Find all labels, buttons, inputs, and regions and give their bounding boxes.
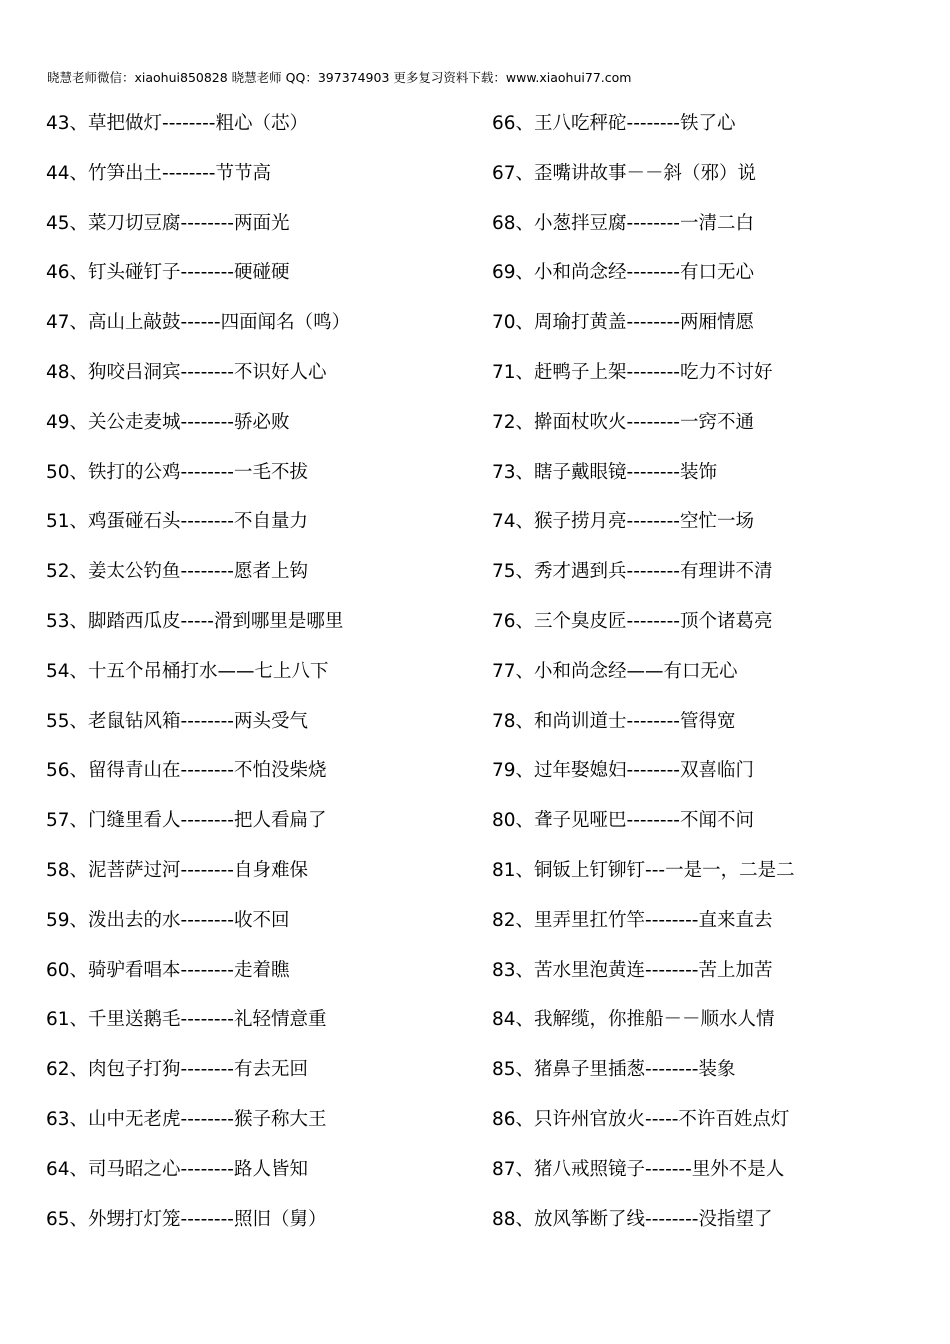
list-item: 82、里弄里扛竹竿--------直来直去 bbox=[492, 909, 773, 931]
list-item: 84、我解缆，你推船－－顺水人情 bbox=[492, 1009, 775, 1031]
list-item: 72、擀面杖吹火--------一窍不通 bbox=[492, 411, 754, 433]
list-item: 59、泼出去的水--------收不回 bbox=[46, 909, 290, 931]
list-item: 61、千里送鹅毛--------礼轻情意重 bbox=[46, 1009, 327, 1031]
list-item: 53、脚踏西瓜皮-----滑到哪里是哪里 bbox=[46, 610, 344, 632]
list-item: 56、留得青山在--------不怕没柴烧 bbox=[46, 760, 327, 782]
list-item: 69、小和尚念经--------有口无心 bbox=[492, 262, 754, 284]
list-item: 55、老鼠钻风箱--------两头受气 bbox=[46, 710, 308, 732]
list-item: 43、草把做灯--------粗心（芯） bbox=[46, 113, 308, 134]
list-item: 66、王八吃秤砣--------铁了心 bbox=[492, 113, 736, 134]
list-item: 54、十五个吊桶打水——七上八下 bbox=[46, 660, 329, 682]
list-item: 60、骑驴看唱本--------走着瞧 bbox=[46, 959, 290, 981]
list-item: 45、菜刀切豆腐--------两面光 bbox=[46, 212, 290, 234]
list-item: 67、歪嘴讲故事－－斜（邪）说 bbox=[492, 162, 757, 184]
list-item: 62、肉包子打狗--------有去无回 bbox=[46, 1059, 308, 1081]
right-column bbox=[492, 110, 932, 1255]
list-item: 80、聋子见哑巴--------不闻不问 bbox=[492, 810, 754, 832]
list-item: 58、泥菩萨过河--------自身难保 bbox=[46, 859, 308, 881]
list-item: 71、赶鸭子上架--------吃力不讨好 bbox=[492, 361, 773, 383]
list-item: 52、姜太公钓鱼--------愿者上钩 bbox=[46, 561, 308, 583]
list-item: 65、外甥打灯笼--------照旧（舅） bbox=[46, 1208, 327, 1230]
left-column bbox=[46, 110, 476, 1255]
list-item: 57、门缝里看人--------把人看扁了 bbox=[46, 810, 327, 832]
list-item: 88、放风筝断了线--------没指望了 bbox=[492, 1208, 773, 1230]
list-item: 70、周瑜打黄盖--------两厢情愿 bbox=[492, 312, 754, 334]
list-item: 81、铜钣上钉铆钉---一是一，二是二 bbox=[492, 859, 795, 881]
list-item: 48、狗咬吕洞宾--------不识好人心 bbox=[46, 361, 327, 383]
list-item: 74、猴子捞月亮--------空忙一场 bbox=[492, 511, 754, 533]
list-item: 76、三个臭皮匠--------顶个诸葛亮 bbox=[492, 610, 773, 632]
list-item: 78、和尚训道士--------管得宽 bbox=[492, 710, 736, 732]
list-item: 68、小葱拌豆腐--------一清二白 bbox=[492, 212, 754, 234]
list-item: 86、只许州官放火-----不许百姓点灯 bbox=[492, 1108, 790, 1130]
list-item: 50、铁打的公鸡--------一毛不拔 bbox=[46, 461, 308, 483]
list-item: 73、瞎子戴眼镜--------装饰 bbox=[492, 461, 717, 483]
list-item: 64、司马昭之心--------路人皆知 bbox=[46, 1158, 308, 1180]
list-item: 85、猪鼻子里插葱--------装象 bbox=[492, 1059, 736, 1081]
list-item: 83、苦水里泡黄连--------苦上加苦 bbox=[492, 959, 773, 981]
page-header: 晓慧老师微信：xiaohui850828 晓慧老师 QQ：397374903 更多复习资料下载：www.xiaohui77.com bbox=[47, 70, 632, 85]
list-item: 79、过年娶媳妇--------双喜临门 bbox=[492, 760, 754, 782]
list-item: 44、竹笋出土--------节节高 bbox=[46, 162, 271, 184]
list-item: 75、秀才遇到兵--------有理讲不清 bbox=[492, 561, 773, 583]
list-item: 51、鸡蛋碰石头--------不自量力 bbox=[46, 511, 308, 533]
list-item: 63、山中无老虎--------猴子称大王 bbox=[46, 1108, 327, 1130]
list-item: 77、小和尚念经——有口无心 bbox=[492, 660, 738, 682]
list-item: 46、钉头碰钉子--------硬碰硬 bbox=[46, 262, 290, 284]
list-item: 87、猪八戒照镜子-------里外不是人 bbox=[492, 1158, 785, 1180]
list-item: 49、关公走麦城--------骄必败 bbox=[46, 411, 290, 433]
list-item: 47、高山上敲鼓------四面闻名（鸣） bbox=[46, 312, 351, 334]
